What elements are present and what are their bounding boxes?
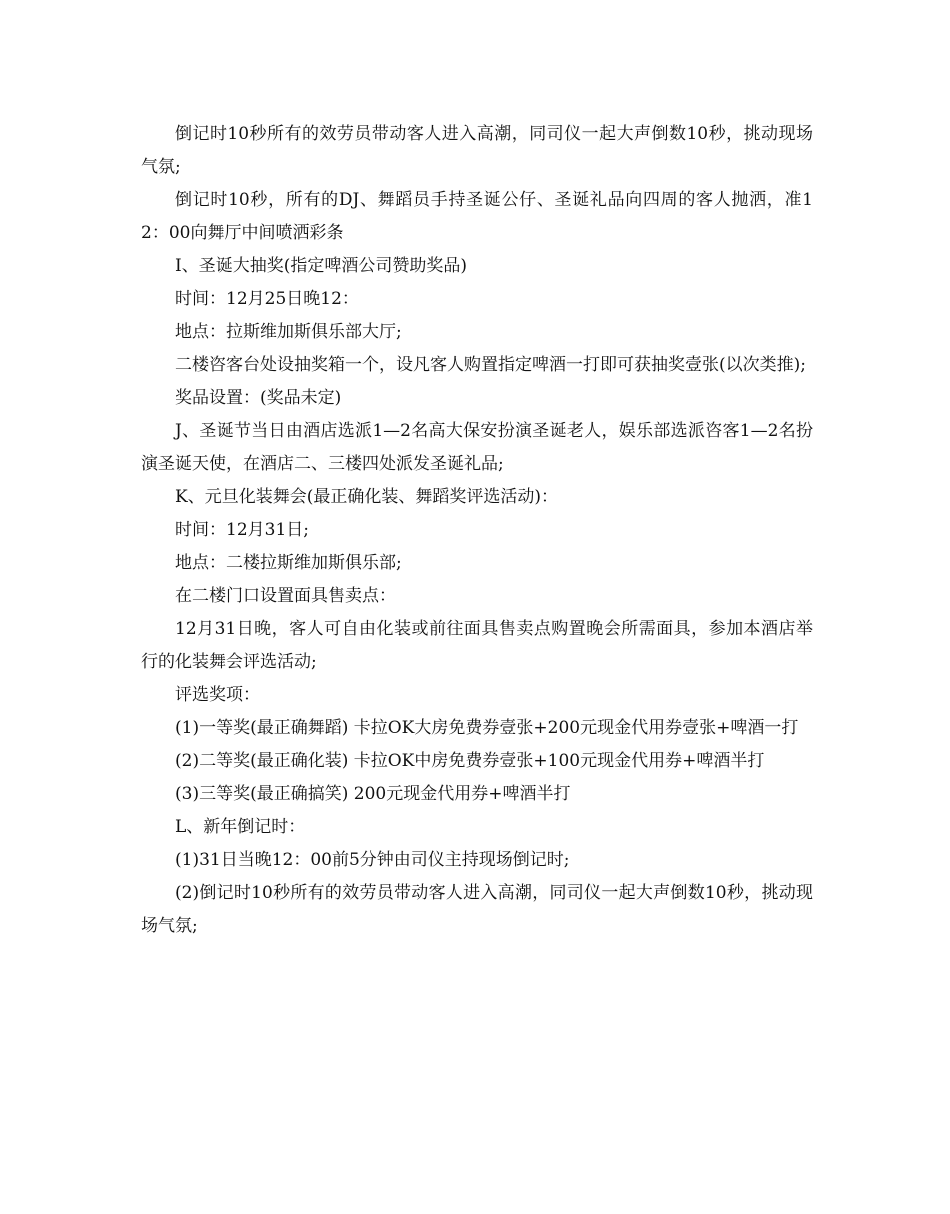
paragraph: 地点：二楼拉斯维加斯俱乐部; <box>175 553 402 573</box>
list-item: (3)三等奖(最正确搞笑) 200元现金代用券+啤酒半打 <box>175 784 571 804</box>
paragraph: 奖品设置：(奖品未定) <box>175 388 342 408</box>
section-heading: I、圣诞大抽奖(指定啤酒公司赞助奖品) <box>175 256 467 276</box>
list-item: (1)一等奖(最正确舞蹈) 卡拉OK大房免费券壹张+200元现金代用券壹张+啤酒一打 <box>175 718 799 738</box>
paragraph: 倒记时10秒，所有的DJ、舞蹈员手持圣诞公仔、圣诞礼品向四周的客人抛洒，准12：00向舞厅中间喷洒彩条 <box>141 190 813 243</box>
paragraph: 倒记时10秒所有的效劳员带动客人进入高潮，同司仪一起大声倒数10秒，挑动现场气氛; <box>141 124 813 177</box>
paragraph: 在二楼门口设置面具售卖点： <box>175 586 396 606</box>
paragraph: 时间：12月31日; <box>175 520 309 540</box>
list-item: (2)倒记时10秒所有的效劳员带动客人进入高潮，同司仪一起大声倒数10秒，挑动现场气氛; <box>141 883 813 936</box>
paragraph: 12月31日晚，客人可自由化装或前往面具售卖点购置晚会所需面具，参加本酒店举行的化装舞会评选活动; <box>141 619 813 672</box>
list-item: (2)二等奖(最正确化装) 卡拉OK中房免费券壹张+100元现金代用券+啤酒半打 <box>175 751 765 771</box>
paragraph: 二楼咨客台处设抽奖箱一个，设凡客人购置指定啤酒一打即可获抽奖壹张(以次类推); <box>175 355 806 375</box>
paragraph: 评选奖项： <box>175 685 260 705</box>
section-heading: L、新年倒记时： <box>175 817 306 837</box>
section-heading: K、元旦化装舞会(最正确化装、舞蹈奖评选活动)： <box>175 487 558 507</box>
section-heading: J、圣诞节当日由酒店选派1—2名高大保安扮演圣诞老人，娱乐部选派咨客1—2名扮演圣诞天使，在酒店二、三楼四处派发圣诞礼品; <box>141 421 813 474</box>
paragraph: 时间：12月25日晚12： <box>175 289 359 309</box>
document-body <box>141 118 813 943</box>
paragraph: 地点：拉斯维加斯俱乐部大厅; <box>175 322 402 342</box>
list-item: (1)31日当晚12：00前5分钟由司仪主持现场倒记时; <box>175 850 570 870</box>
